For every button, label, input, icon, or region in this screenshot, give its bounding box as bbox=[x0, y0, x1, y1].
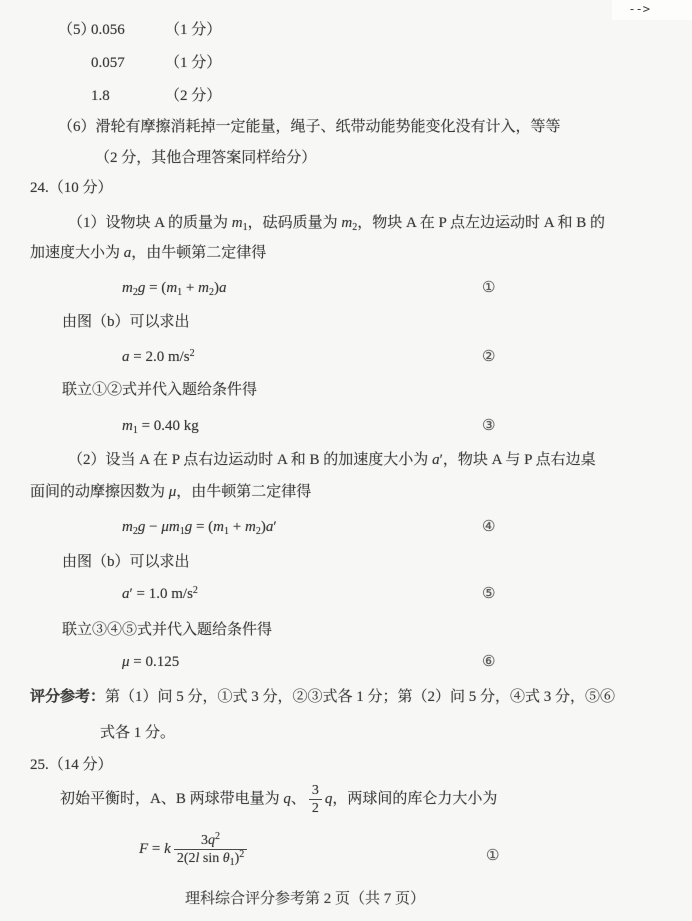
scoring-reference-text: 第（1）问 5 分，①式 3 分，②③式各 1 分；第（2）问 5 分，④式 3 分，⑤⑥ bbox=[105, 689, 616, 705]
q24-combine-3-4-5: 联立③④⑤式并代入题给条件得 bbox=[62, 622, 273, 638]
scoring-reference-lead: 评分参考： bbox=[30, 689, 106, 705]
q24-combine-1-2: 联立①②式并代入题给条件得 bbox=[62, 382, 258, 398]
equation-F-row bbox=[0, 832, 692, 882]
q24-part2-text-line1: （2）设当 A 在 P 点右边运动时 A 和 B 的加速度大小为 a′，物块 A 与 P 点右边桌 bbox=[68, 452, 596, 468]
q24-part2-text-line2: 面间的动摩擦因数为 μ，由牛顿第二定律得 bbox=[30, 484, 312, 500]
q24-part1-text-line2: 加速度大小为 a，由牛顿第二定律得 bbox=[30, 245, 267, 261]
question-24-heading: 24.（10 分） bbox=[30, 180, 113, 196]
equation-3-number: ③ bbox=[482, 418, 496, 434]
equation-F-number: ① bbox=[486, 848, 500, 864]
answer-value: 0.057 bbox=[91, 55, 125, 71]
equation-1-formula: $m_2g = (m_1 + m_2)a$ bbox=[122, 280, 227, 298]
page-footer: 理科综合评分参考第 2 页（共 7 页） bbox=[185, 891, 426, 907]
equation-6-formula: μ = 0.125 bbox=[122, 654, 180, 670]
answer-score: （2 分） bbox=[165, 88, 222, 104]
q24-derive-from-graph-1: 由图（b）可以求出 bbox=[62, 314, 190, 330]
q24-scoring-reference-line2: 式各 1 分。 bbox=[100, 725, 176, 741]
answer-value: 0.056 bbox=[91, 22, 125, 38]
equation-6-number: ⑥ bbox=[482, 654, 496, 670]
item6-answer-text: （6）滑轮有摩擦消耗掉一定能量，绳子、纸带动能势能变化没有计入，等等 bbox=[58, 119, 561, 135]
equation-4-number: ④ bbox=[482, 519, 496, 535]
answer-value: 1.8 bbox=[91, 88, 110, 104]
equation-2-number: ② bbox=[482, 349, 496, 365]
equation-5-number: ⑤ bbox=[482, 586, 496, 602]
equation-5-formula: a′ = 1.0 $m/s^2$ bbox=[122, 585, 198, 602]
answer-score: （1 分） bbox=[165, 22, 222, 38]
equation-1-number: ① bbox=[482, 280, 496, 296]
item6-score-note: （2 分，其他合理答案同样给分） bbox=[95, 150, 317, 166]
equation-F-formula: F = k $\frac{3q^2}{2(2l \sin \theta_1)^2}$ bbox=[139, 832, 250, 867]
q24-part1-text-line1: （1）设物块 A 的质量为 $m_1$，砝码质量为 $m_2$，物块 A 在 P 点左边运动时 A 和 B 的 bbox=[68, 215, 606, 233]
answer-score: （1 分） bbox=[165, 55, 222, 71]
equation-2-formula: a = 2.0 $m/s^2$ bbox=[122, 348, 195, 365]
answer-row-label: （5） bbox=[58, 22, 96, 38]
equation-4-formula: $m_2g - \mu m_1g = (m_1 + m_2)a'$ bbox=[122, 519, 277, 537]
q24-derive-from-graph-2: 由图（b）可以求出 bbox=[62, 554, 190, 570]
scan-corner-highlight bbox=[612, 0, 692, 20]
q25-intro-text: 初始平衡时，A、B 两球带电量为 q、 $\frac{3}{2}$ q，两球间的库仑力大小为 bbox=[60, 783, 498, 816]
equation-3-formula: $m_1 = 0.40$ kg bbox=[122, 418, 199, 436]
question-25-heading: 25.（14 分） bbox=[30, 757, 113, 773]
q24-scoring-reference-line1 bbox=[30, 687, 615, 707]
arrow-marker: --> bbox=[628, 2, 650, 16]
